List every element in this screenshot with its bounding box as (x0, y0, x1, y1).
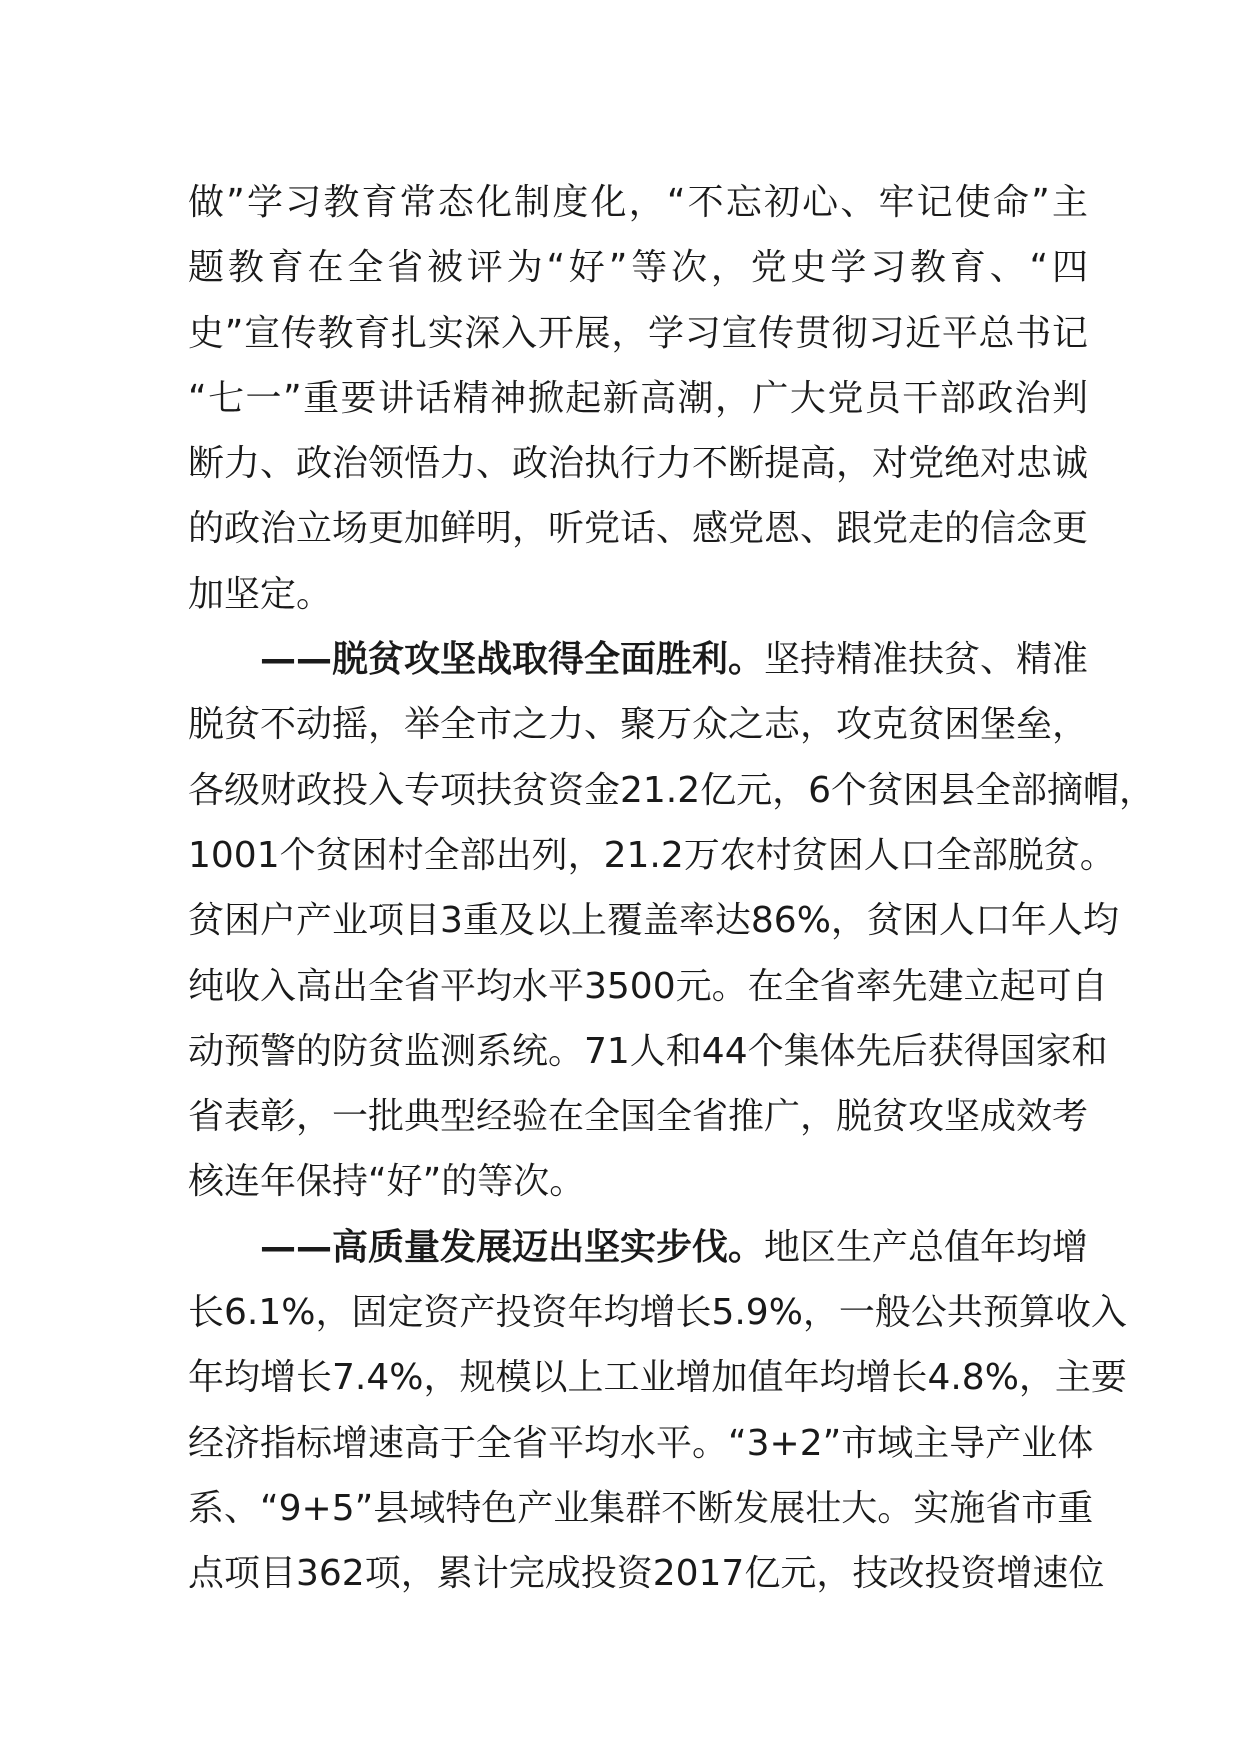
section-first-line (188, 627, 1088, 692)
paragraph-line: 做”学习教育常态化制度化，“不忘初心、牢记使命”主 (188, 182, 1088, 223)
paragraph-line: 各级财政投入专项扶贫资金21.2亿元，6个贫困县全部摘帽， (188, 769, 1156, 811)
paragraph-line: 贫困户产业项目3重及以上覆盖率达86%，贫困人口年人均 (188, 900, 1119, 942)
paragraph-line: 核连年保持“好”的等次。 (188, 1161, 586, 1203)
section-first-line (188, 1215, 1088, 1280)
paragraph-line: 点项目362项，累计完成投资2017亿元，技改投资增速位 (188, 1553, 1105, 1595)
paragraph-line: 纯收入高出全省平均水平3500元。在全省率先建立起可自 (188, 965, 1108, 1007)
paragraph-line: 断力、政治领悟力、政治执行力不断提高，对党绝对忠诚 (188, 443, 1089, 485)
paragraph-line: 省表彰，一批典型经验在全国全省推广，脱贫攻坚成效考 (188, 1096, 1089, 1138)
paragraph-line: 的政治立场更加鲜明，听党话、感党恩、跟党走的信念更 (188, 508, 1089, 550)
section-heading-development: ——高质量发展迈出坚实步伐。 (260, 1226, 765, 1268)
paragraph-line: “七一”重要讲话精神掀起新高潮，广大党员干部政治判 (188, 377, 1088, 419)
paragraph-line: 题教育在全省被评为“好”等次，党史学习教育、“四 (188, 247, 1088, 289)
paragraph-text: 坚持精准扶贫、精准 (764, 639, 1089, 681)
paragraph-line: 系、“9+5”县域特色产业集群不断发展壮大。实施省市重 (188, 1487, 1094, 1529)
paragraph-line: 长6.1%，固定资产投资年均增长5.9%，一般公共预算收入 (188, 1292, 1127, 1334)
body-text (188, 170, 1156, 1607)
section-heading-poverty: ——脱贫攻坚战取得全面胜利。 (260, 639, 765, 681)
paragraph-line: 脱贫不动摇，举全市之力、聚万众之志，攻克贫困堡垒， (188, 704, 1089, 746)
paragraph-line: 加坚定。 (188, 573, 333, 615)
paragraph-line: 1001个贫困村全部出列，21.2万农村贫困人口全部脱贫。 (188, 834, 1116, 876)
paragraph-line: 史”宣传教育扎实深入开展，学习宣传贯彻习近平总书记 (188, 312, 1088, 354)
paragraph-line: 动预警的防贫监测系统。71人和44个集体先后获得国家和 (188, 1030, 1108, 1072)
paragraph-line: 年均增长7.4%，规模以上工业增加值年均增长4.8%，主要 (188, 1357, 1127, 1399)
paragraph-text: 地区生产总值年均增 (764, 1226, 1089, 1268)
paragraph-line: 经济指标增速高于全省平均水平。“3+2”市域主导产业体 (188, 1422, 1094, 1464)
